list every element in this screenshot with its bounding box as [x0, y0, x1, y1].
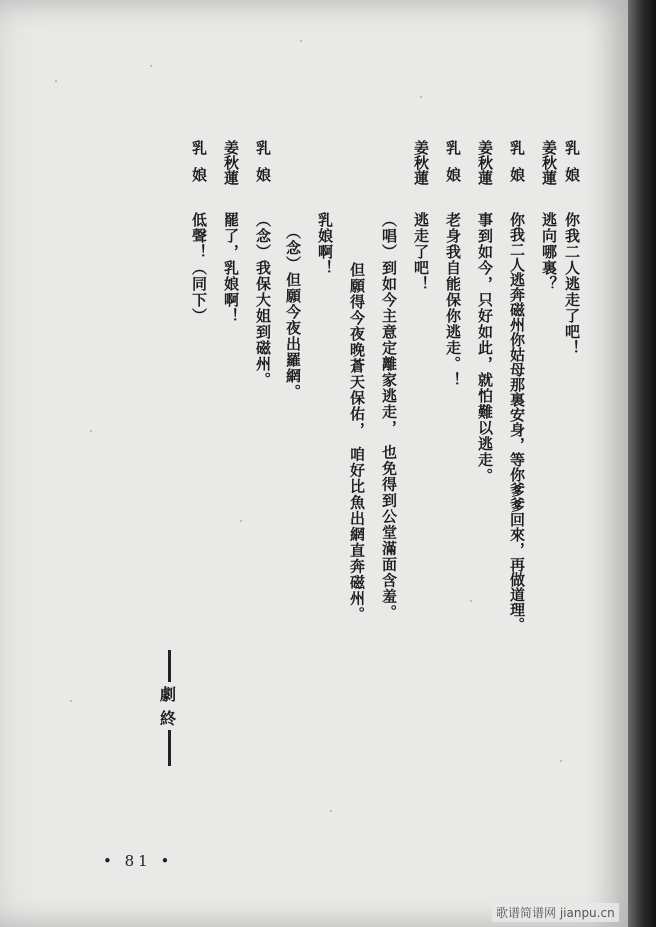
ending-rule-bottom	[168, 730, 171, 766]
site-watermark: 歌谱简谱网 jianpu.cn	[492, 903, 619, 922]
dialogue-line: 你我二人逃奔磁州你姑母那裏安身，等你爹爹回來，再做道理。	[508, 212, 526, 632]
ending-rule-top	[168, 650, 171, 682]
paper-speck	[55, 80, 57, 82]
paper-speck	[90, 430, 92, 432]
dialogue-line: 乳娘啊！	[316, 212, 334, 276]
paper-speck	[240, 520, 242, 522]
speaker-label: 乳娘	[563, 140, 581, 194]
dialogue-line: 事到如今，只好如此，就怕難以逃走。	[476, 212, 494, 484]
speaker-label: 乳娘	[444, 140, 462, 194]
dialogue-line: 罷了，乳娘啊！	[222, 212, 240, 324]
speaker-label: 姜秋蓮	[476, 140, 494, 185]
dialogue-line: 你我二人逃走了吧！	[563, 212, 581, 356]
sung-verse-line: （唱）到如今主意定離家逃走， 也免得到公堂滿面含羞。	[380, 212, 398, 621]
paper-speck	[150, 65, 152, 67]
paper-speck	[300, 40, 302, 42]
paper-speck	[560, 760, 562, 762]
ending-char-top: 劇	[160, 685, 177, 704]
recited-line: （念）但願今夜出羅網。	[284, 224, 302, 400]
sung-verse-line: 但願得今夜晚蒼天保佑， 咱好比魚出網直奔磁州。	[348, 262, 366, 623]
recited-line: （念）我保大姐到磁州。	[254, 212, 272, 388]
speaker-label: 姜秋蓮	[222, 140, 240, 185]
speaker-label: 乳娘	[190, 140, 208, 194]
dialogue-line: 逃向哪裏？	[540, 212, 558, 292]
dialogue-line: 逃走了吧！	[412, 212, 430, 292]
speaker-label: 姜秋蓮	[540, 140, 558, 185]
dialogue-line: 低聲！（同下）	[190, 212, 208, 324]
speaker-label: 乳娘	[254, 140, 272, 194]
speaker-label: 姜秋蓮	[412, 140, 430, 185]
speaker-label: 乳娘	[508, 140, 526, 194]
ending-char-bottom: 終	[160, 709, 177, 728]
dialogue-line: 老身我自能保你逃走。！	[444, 212, 462, 388]
page-number: • 81 •	[103, 852, 174, 870]
paper-speck	[70, 700, 72, 702]
paper-speck	[330, 810, 332, 812]
paper-speck	[420, 96, 422, 98]
book-spine-shadow	[628, 0, 656, 927]
paper-speck	[470, 600, 472, 602]
